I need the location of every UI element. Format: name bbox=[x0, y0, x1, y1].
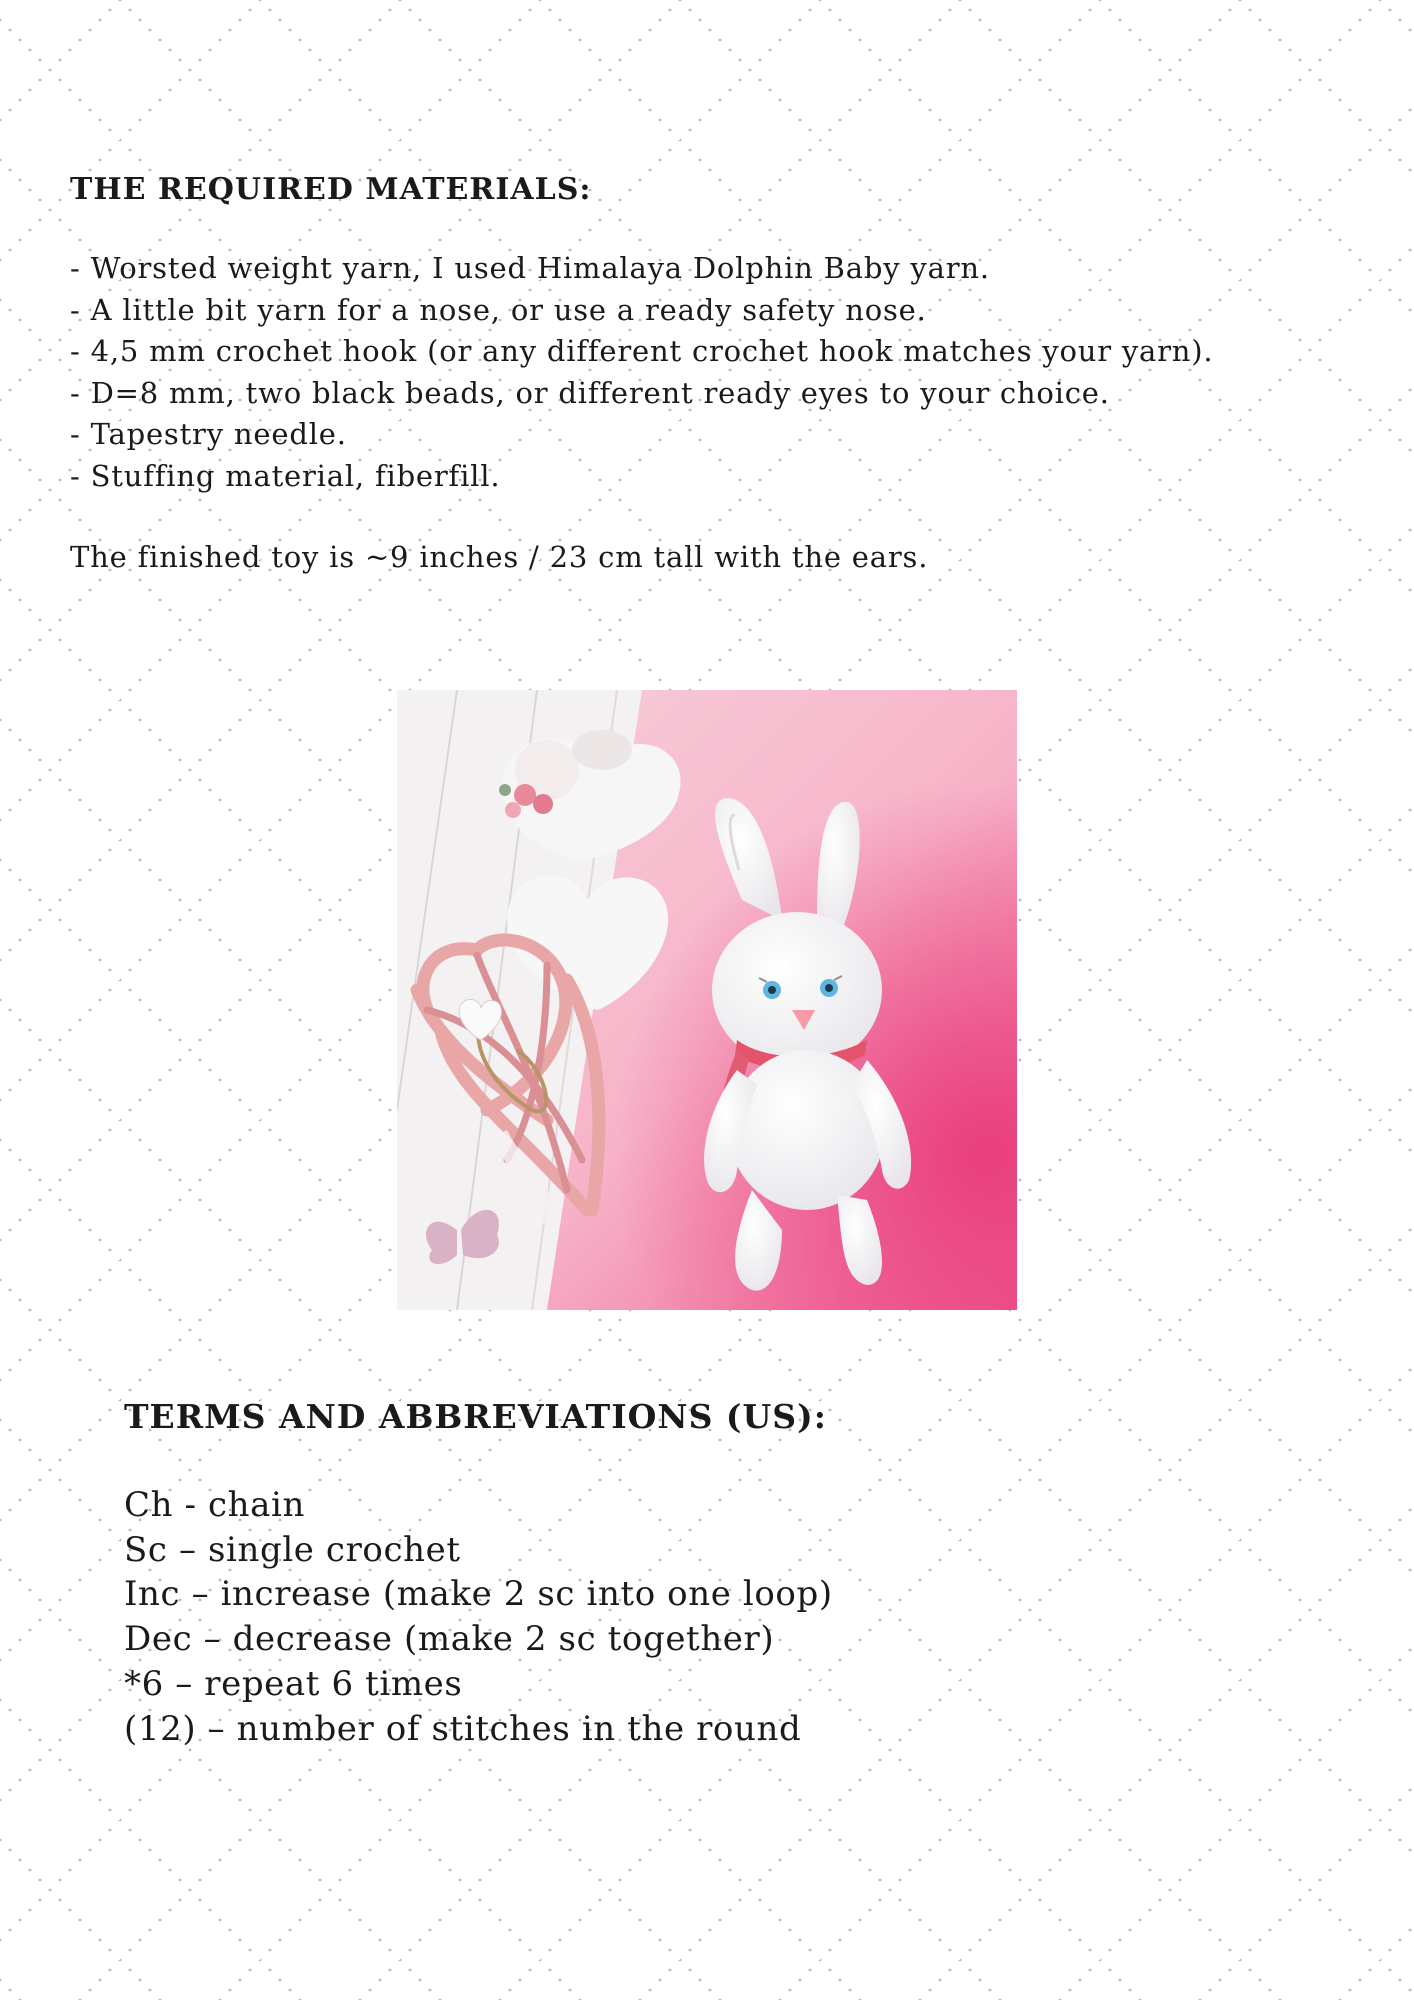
terms-list bbox=[124, 1483, 1224, 1751]
materials-heading: THE REQUIRED MATERIALS: bbox=[70, 172, 592, 207]
materials-list bbox=[70, 248, 1370, 497]
list-item: - D=8 mm, two black beads, or different ready eyes to your choice. bbox=[70, 375, 1110, 410]
terms-heading: TERMS AND ABBREVIATIONS (US): bbox=[124, 1397, 827, 1436]
bunny-photo bbox=[397, 690, 1017, 1310]
list-item: - Worsted weight yarn, I used Himalaya Dolphin Baby yarn. bbox=[70, 251, 990, 285]
list-item: - Stuffing material, fiberfill. bbox=[70, 458, 501, 493]
materials-section bbox=[70, 170, 1370, 578]
list-item: - 4,5 mm crochet hook (or any different crochet hook matches your yarn). bbox=[70, 334, 1214, 368]
list-item: Sc – single crochet bbox=[124, 1529, 461, 1570]
list-item: - A little bit yarn for a nose, or use a ready safety nose. bbox=[70, 292, 927, 327]
list-item: Inc – increase (make 2 sc into one loop) bbox=[124, 1574, 833, 1615]
list-item: - Tapestry needle. bbox=[70, 417, 347, 451]
list-item: (12) – number of stitches in the round bbox=[124, 1708, 802, 1749]
terms-section bbox=[124, 1395, 1224, 1751]
list-item: Dec – decrease (make 2 sc together) bbox=[124, 1619, 775, 1660]
list-item: Ch - chain bbox=[124, 1485, 305, 1525]
list-item: *6 – repeat 6 times bbox=[124, 1663, 463, 1704]
toy-size-note: The finished toy is ~9 inches / 23 cm tall with the ears. bbox=[70, 540, 929, 574]
